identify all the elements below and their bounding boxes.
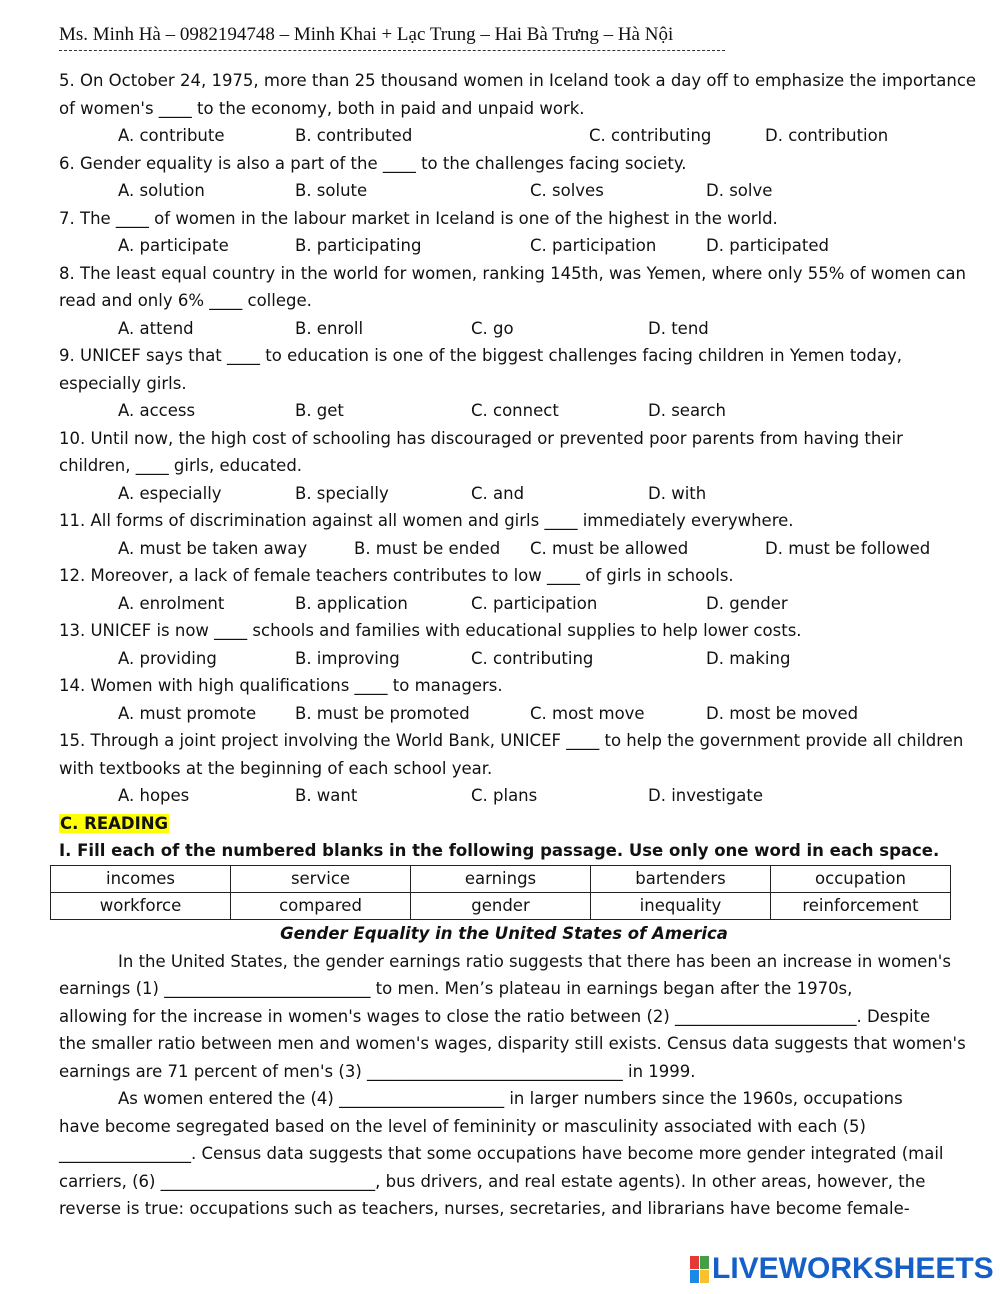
- answer-option[interactable]: C. most move: [530, 703, 645, 723]
- question-text-line: 5. On October 24, 1975, more than 25 thousand women in Iceland took a day off to emphasize the importance: [59, 71, 977, 90]
- question-text-line: 6. Gender equality is also a part of the ____ to the challenges facing society.: [59, 153, 687, 173]
- question-text-line: 15. Through a joint project involving the World Bank, UNICEF ____ to help the government provide all children: [59, 731, 964, 750]
- answer-option[interactable]: B. contributed: [295, 126, 413, 145]
- logo-mark-icon: [690, 1256, 709, 1283]
- answer-option[interactable]: B. solute: [295, 181, 368, 200]
- answer-option[interactable]: D. participated: [706, 236, 829, 255]
- logo-mark-block: [690, 1256, 699, 1269]
- answer-option[interactable]: A. must be taken away: [118, 538, 308, 558]
- word-bank-cell: inequality: [591, 892, 771, 919]
- answer-option[interactable]: C. participation: [530, 236, 657, 255]
- answer-option[interactable]: D. must be followed: [765, 538, 931, 558]
- answer-option[interactable]: D. most be moved: [706, 703, 859, 723]
- passage-line: reverse is true: occupations such as teachers, nurses, secretaries, and librarians have become female-: [59, 1199, 910, 1218]
- word-bank-cell: reinforcement: [771, 892, 951, 919]
- header-divider: [59, 50, 725, 51]
- answer-option[interactable]: B. participating: [295, 236, 422, 255]
- answer-option[interactable]: C. contributing: [471, 648, 594, 668]
- answer-options-row: [59, 397, 949, 425]
- worksheet-content: [59, 67, 977, 1223]
- answer-options-row: [59, 315, 949, 343]
- answer-option[interactable]: C. plans: [471, 786, 538, 805]
- question-list: [59, 67, 977, 810]
- answer-option[interactable]: D. with: [648, 483, 707, 503]
- question-text-line: 7. The ____ of women in the labour market in Iceland is one of the highest in the world.: [59, 208, 778, 228]
- reading-passage: [59, 948, 966, 1223]
- question-text-line: 10. Until now, the high cost of schooling has discouraged or prevented poor parents from having their: [59, 428, 903, 448]
- page-header: Ms. Minh Hà – 0982194748 – Minh Khai + Lạc Trung – Hai Bà Trưng – Hà Nội: [59, 24, 674, 45]
- passage-line: the smaller ratio between men and women's wages, disparity still exists. Census data suggests that women's: [59, 1034, 966, 1053]
- answer-option[interactable]: A. contribute: [118, 126, 225, 145]
- passage-line: earnings (1) _________________________ to men. Men’s plateau in earnings began after the 1970s,: [59, 979, 853, 998]
- logo-text: LIVEWORKSHEETS: [712, 1252, 994, 1285]
- answer-option[interactable]: B. must be ended: [354, 538, 501, 558]
- word-bank-table: [50, 865, 951, 920]
- word-bank-cell: compared: [231, 892, 411, 919]
- passage-line: In the United States, the gender earnings ratio suggests that there has been an increase in women's: [118, 951, 951, 971]
- word-bank-row: [51, 865, 951, 892]
- word-bank-cell: gender: [411, 892, 591, 919]
- answer-options-row: [59, 700, 949, 728]
- passage-line: have become segregated based on the level of femininity or masculinity associated with each (5): [59, 1116, 866, 1136]
- passage-line: As women entered the (4) ____________________ in larger numbers since the 1960s, occupations: [118, 1089, 903, 1108]
- answer-option[interactable]: C. go: [471, 318, 514, 338]
- question-text-line: read and only 6% ____ college.: [59, 291, 312, 310]
- answer-option[interactable]: B. want: [295, 786, 358, 805]
- word-bank-cell: service: [231, 865, 411, 892]
- answer-option[interactable]: D. investigate: [648, 786, 764, 805]
- answer-options-row: [59, 590, 949, 618]
- answer-option[interactable]: C. and: [471, 483, 525, 503]
- answer-option[interactable]: D. tend: [648, 318, 709, 338]
- passage-line: earnings are 71 percent of men's (3) _______________________________ in 1999.: [59, 1061, 696, 1081]
- word-bank-cell: incomes: [51, 865, 231, 892]
- answer-option[interactable]: B. must be promoted: [295, 703, 470, 723]
- logo-mark-block: [700, 1256, 709, 1269]
- answer-option[interactable]: C. participation: [471, 593, 598, 613]
- question-text-line: 12. Moreover, a lack of female teachers contributes to low ____ of girls in schools.: [59, 566, 734, 585]
- answer-options-row: [59, 535, 949, 563]
- question-text-line: of women's ____ to the economy, both in paid and unpaid work.: [59, 98, 585, 118]
- passage-title: Gender Equality in the United States of America: [280, 923, 728, 943]
- question-text-line: 14. Women with high qualifications ____ to managers.: [59, 676, 503, 695]
- liveworksheets-logo: [690, 1254, 994, 1284]
- answer-option[interactable]: C. solves: [530, 181, 604, 200]
- answer-option[interactable]: A. hopes: [118, 786, 190, 805]
- word-bank-cell: bartenders: [591, 865, 771, 892]
- word-bank-row: [51, 892, 951, 919]
- answer-option[interactable]: A. especially: [118, 483, 222, 503]
- answer-options-row: [59, 480, 949, 508]
- answer-options-row: [59, 177, 949, 205]
- answer-option[interactable]: D. making: [706, 648, 791, 668]
- question-text-line: 13. UNICEF is now ____ schools and families with educational supplies to help lower costs.: [59, 621, 802, 640]
- answer-option[interactable]: D. search: [648, 401, 727, 420]
- answer-option[interactable]: A. enrolment: [118, 593, 225, 613]
- answer-option[interactable]: D. gender: [706, 593, 788, 613]
- answer-option[interactable]: C. contributing: [589, 126, 712, 145]
- answer-option[interactable]: B. specially: [295, 483, 389, 503]
- passage-line: allowing for the increase in women's wages to close the ratio between (2) ______________________. Despite: [59, 1006, 931, 1026]
- question-text-line: 9. UNICEF says that ____ to education is one of the biggest challenges facing children in Yemen today,: [59, 346, 902, 365]
- answer-options-row: [59, 122, 949, 150]
- question-text-line: especially girls.: [59, 373, 187, 393]
- question-text-line: 8. The least equal country in the world for women, ranking 145th, was Yemen, where only 55% of women can: [59, 263, 966, 283]
- word-bank-cell: occupation: [771, 865, 951, 892]
- logo-mark-block: [690, 1270, 699, 1283]
- passage-line: carriers, (6) __________________________, bus drivers, and real estate agents). In other areas, however, the: [59, 1171, 926, 1191]
- question-text-line: with textbooks at the beginning of each school year.: [59, 758, 493, 778]
- answer-option[interactable]: B. improving: [295, 648, 400, 668]
- word-bank-cell: earnings: [411, 865, 591, 892]
- answer-option[interactable]: C. connect: [471, 401, 559, 420]
- section-label: C. READING: [60, 813, 169, 833]
- answer-option[interactable]: B. get: [295, 401, 344, 420]
- answer-option[interactable]: C. must be allowed: [530, 538, 689, 558]
- answer-options-row: [59, 232, 949, 260]
- answer-option[interactable]: A. attend: [118, 318, 194, 338]
- question-text-line: children, ____ girls, educated.: [59, 456, 303, 475]
- answer-option[interactable]: D. solve: [706, 181, 773, 200]
- answer-options-row: [59, 645, 949, 673]
- answer-options-row: [59, 782, 949, 810]
- question-text-line: 11. All forms of discrimination against all women and girls ____ immediately everywhere.: [59, 511, 794, 530]
- answer-option[interactable]: A. participate: [118, 236, 229, 255]
- passage-line: ________________. Census data suggests that some occupations have become more gender integrated (mail: [59, 1144, 944, 1163]
- reading-instruction: I. Fill each of the numbered blanks in the following passage. Use only one word in each space.: [59, 841, 940, 860]
- answer-option[interactable]: A. solution: [118, 181, 205, 200]
- logo-mark-block: [700, 1270, 709, 1283]
- answer-option[interactable]: D. contribution: [765, 126, 889, 145]
- answer-option[interactable]: A. providing: [118, 648, 217, 668]
- answer-option[interactable]: B. application: [295, 593, 408, 613]
- answer-option[interactable]: B. enroll: [295, 318, 364, 338]
- word-bank-cell: workforce: [51, 892, 231, 919]
- answer-option[interactable]: A. access: [118, 401, 196, 420]
- answer-option[interactable]: A. must promote: [118, 703, 257, 723]
